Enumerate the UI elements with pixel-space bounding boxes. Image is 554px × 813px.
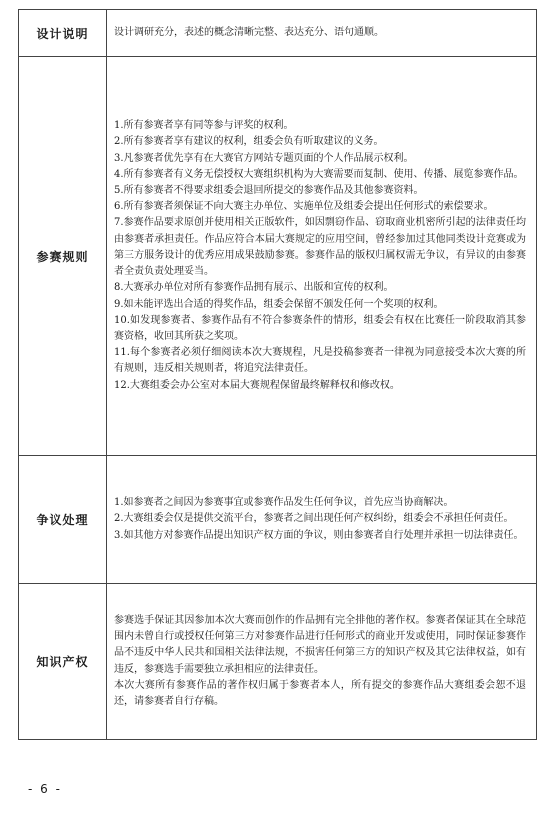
row-competition-rules — [19, 57, 537, 456]
row-dispute-handling — [19, 456, 537, 584]
rule-item: 7.参赛作品要求原创并使用相关正版软件，如因剽窃作品、窃取商业机密所引起的法律责任均由参赛者承担责任。作品应符合本届大赛规定的应用空间，曾经参加过其他同类设计竞赛或为第三方服务设计的优秀应用成果鼓励参赛。参赛作品的版权归属权需无争议，有异议的由参赛者全责负责处理妥当。 — [114, 217, 526, 278]
paragraph: 本次大赛所有参赛作品的著作权归属于参赛者本人，所有提交的参赛作品大赛组委会恕不退还，请参赛者自行存稿。 — [114, 679, 526, 707]
row-label: 参赛规则 — [19, 57, 107, 456]
paragraph: 设计调研充分，表述的概念清晰完整、表达充分、语句通顺。 — [114, 26, 384, 38]
rule-item: 3.凡参赛者优先享有在大赛官方网站专题页面的个人作品展示权利。 — [114, 152, 414, 164]
rule-item: 4.所有参赛者有义务无偿授权大赛组织机构为大赛需要而复制、使用、传播、展览参赛作品。 — [114, 168, 524, 180]
rule-item: 9.如未能评选出合适的得奖作品，组委会保留不颁发任何一个奖项的权利。 — [114, 298, 444, 310]
rule-item: 1.如参赛者之间因为参赛事宜或参赛作品发生任何争议，首先应当协商解决。 — [114, 497, 454, 509]
rule-item: 5.所有参赛者不得要求组委会退回所提交的参赛作品及其他参赛资料。 — [114, 185, 424, 197]
row-content — [107, 584, 537, 740]
rule-item: 8.大赛承办单位对所有参赛作品拥有展示、出版和宣传的权利。 — [114, 282, 394, 294]
row-content — [107, 456, 537, 584]
row-intellectual-property — [19, 584, 537, 740]
rule-item: 3.如其他方对参赛作品提出知识产权方面的争议，则由参赛者自行处理并承担一切法律责任。 — [114, 529, 524, 541]
rule-item: 1.所有参赛者享有同等参与评奖的权利。 — [114, 120, 294, 132]
row-design-description — [19, 10, 537, 57]
row-content — [107, 57, 537, 456]
rule-item: 11.每个参赛者必须仔细阅读本次大赛规程，凡是投稿参赛者一律视为同意接受本次大赛的所有规则，违反相关规则者，将追究法律责任。 — [114, 347, 526, 375]
rule-item: 2.大赛组委会仅是提供交流平台，参赛者之间出现任何产权纠纷，组委会不承担任何责任。 — [114, 513, 514, 525]
row-content — [107, 10, 537, 57]
rules-table — [18, 9, 537, 740]
rule-item: 12.大赛组委会办公室对本届大赛规程保留最终解释权和修改权。 — [114, 379, 400, 391]
rule-item: 2.所有参赛者享有建议的权利，组委会负有听取建议的义务。 — [114, 136, 384, 148]
page-number: - 6 - — [28, 782, 62, 796]
rule-item: 6.所有参赛者须保证不向大赛主办单位、实施单位及组委会提出任何形式的索偿要求。 — [114, 201, 494, 213]
row-label: 知识产权 — [19, 584, 107, 740]
paragraph: 参赛选手保证其因参加本次大赛而创作的作品拥有完全排他的著作权。参赛者保证其在全球范围内未曾自行或授权任何第三方对参赛作品进行任何形式的商业开发或使用，同时保证参赛作品不违反中华人民共和国相关法律法规，不损害任何第三方的知识产权及其它法律权益，如有违反，参赛选手需要独立承担相应的法律责任。 — [114, 614, 526, 675]
row-label: 设计说明 — [19, 10, 107, 57]
row-label: 争议处理 — [19, 456, 107, 584]
rule-item: 10.如发现参赛者、参赛作品有不符合参赛条件的情形，组委会有权在比赛任一阶段取消其参赛资格，收回其所获之奖项。 — [114, 314, 526, 342]
